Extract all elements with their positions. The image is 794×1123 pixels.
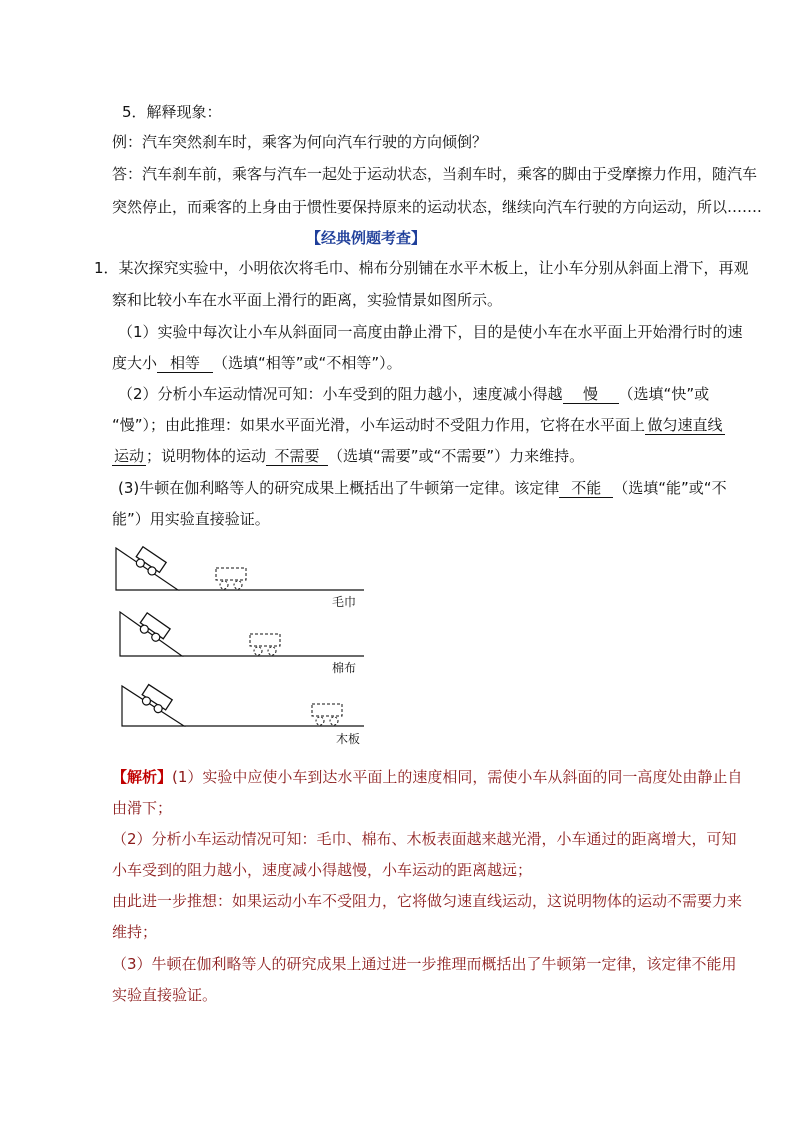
label-towel: 毛巾 bbox=[332, 595, 357, 609]
analysis-tag: 【解析】 bbox=[112, 768, 173, 786]
q1-part1-line1: （1）实验中每次让小车从斜面同一高度由静止滑下，目的是使小车在水平面上开始滑行时的速 bbox=[118, 323, 743, 341]
label-cotton: 棉布 bbox=[332, 661, 357, 675]
analysis-line2: 由滑下； bbox=[112, 799, 173, 817]
cart-end-2 bbox=[250, 634, 280, 655]
q1-part2-answer3: 不需要 bbox=[266, 447, 328, 466]
q1-part3-text-b: （选填“能”或“不 bbox=[613, 479, 727, 497]
q1-part2-text-b: （选填“快”或 bbox=[618, 385, 710, 403]
q1-part3-text-a: (3)牛顿在伽利略等人的研究成果上概括出了牛顿第一定律。该定律 bbox=[118, 479, 560, 497]
section5-answer-line1: 答：汽车刹车前，乘客与汽车一起处于运动状态，当刹车时，乘客的脚由于受摩擦力作用，随汽车 bbox=[112, 165, 758, 183]
q1-part2-text-d: ；说明物体的运动 bbox=[146, 447, 267, 465]
section-title: 【经典例题考查】 bbox=[306, 229, 427, 247]
analysis-line3: （2）分析小车运动情况可知：毛巾、棉布、木板表面越来越光滑，小车通过的距离增大，可知 bbox=[112, 830, 737, 848]
q1-part1-line2 bbox=[112, 353, 402, 373]
cart-start-2 bbox=[136, 613, 170, 645]
analysis-line8: 实验直接验证。 bbox=[112, 986, 218, 1004]
q1-part2-text-c: “慢”）；由此推理：如果水平面光滑，小车运动时不受阻力作用，它将在水平面上 bbox=[112, 416, 646, 434]
analysis-line4: 小车受到的阻力越小，速度减小得越慢，小车运动的距离越远； bbox=[112, 861, 533, 879]
analysis-line6: 维持； bbox=[112, 923, 158, 941]
panel-cotton bbox=[120, 612, 364, 656]
analysis-line7: （3）牛顿在伽利略等人的研究成果上通过进一步推理而概括出了牛顿第一定律，该定律不能用 bbox=[112, 955, 737, 973]
cart-start-3 bbox=[138, 685, 172, 716]
q1-part3-line1 bbox=[118, 478, 727, 498]
q1-part1-text-b: （选填“相等”或“不相等”）。 bbox=[213, 354, 402, 372]
q1-part2-text-a: （2）分析小车运动情况可知：小车受到的阻力越小，速度减小得越 bbox=[118, 385, 563, 403]
q1-part2-answer2b: 运动 bbox=[113, 447, 144, 465]
panel-towel bbox=[116, 547, 364, 590]
q1-stem-line1: 1．某次探究实验中，小明依次将毛巾、棉布分别铺在水平木板上，让小车分别从斜面上滑下，再观 bbox=[94, 259, 749, 277]
q1-part2-line3 bbox=[112, 446, 584, 466]
panel-wood bbox=[122, 685, 364, 726]
cart-start-1 bbox=[132, 547, 166, 578]
section5-answer-line2: 突然停止，而乘客的上身由于惯性要保持原来的运动状态，继续向汽车行驶的方向运动，所以……. bbox=[112, 198, 762, 216]
analysis-line1 bbox=[112, 767, 742, 787]
q1-part2-line1 bbox=[118, 384, 709, 404]
experiment-figure bbox=[110, 540, 370, 750]
q1-part2-answer1: 慢 bbox=[563, 385, 619, 404]
analysis-line5: 由此进一步推想：如果运动小车不受阻力，它将做匀速直线运动，这说明物体的运动不需要力来 bbox=[112, 892, 743, 910]
q1-part3-answer: 不能 bbox=[559, 479, 613, 498]
cart-end-3 bbox=[312, 704, 342, 725]
cart-end-1 bbox=[216, 568, 246, 589]
q1-part2-text-e: （选填“需要”或“不需要”）力来维持。 bbox=[328, 447, 585, 465]
q1-part2-line2 bbox=[112, 415, 725, 435]
label-wood: 木板 bbox=[336, 732, 361, 746]
section5-example: 例：汽车突然刹车时，乘客为何向汽车行驶的方向倾倒？ bbox=[112, 133, 488, 151]
section5-heading: 5．解释现象： bbox=[122, 103, 222, 121]
analysis-text1: (1）实验中应使小车到达水平面上的速度相同，需使小车从斜面的同一高度处由静止自 bbox=[172, 768, 743, 786]
q1-part1-text-a: 度大小 bbox=[112, 354, 158, 372]
q1-part3-line2: 能”）用实验直接验证。 bbox=[112, 510, 270, 528]
q1-part2-answer2a: 做匀速直线 bbox=[645, 416, 725, 435]
q1-stem-line2: 察和比较小车在水平面上滑行的距离，实验情景如图所示。 bbox=[112, 291, 503, 309]
q1-part1-answer: 相等 bbox=[157, 354, 213, 373]
